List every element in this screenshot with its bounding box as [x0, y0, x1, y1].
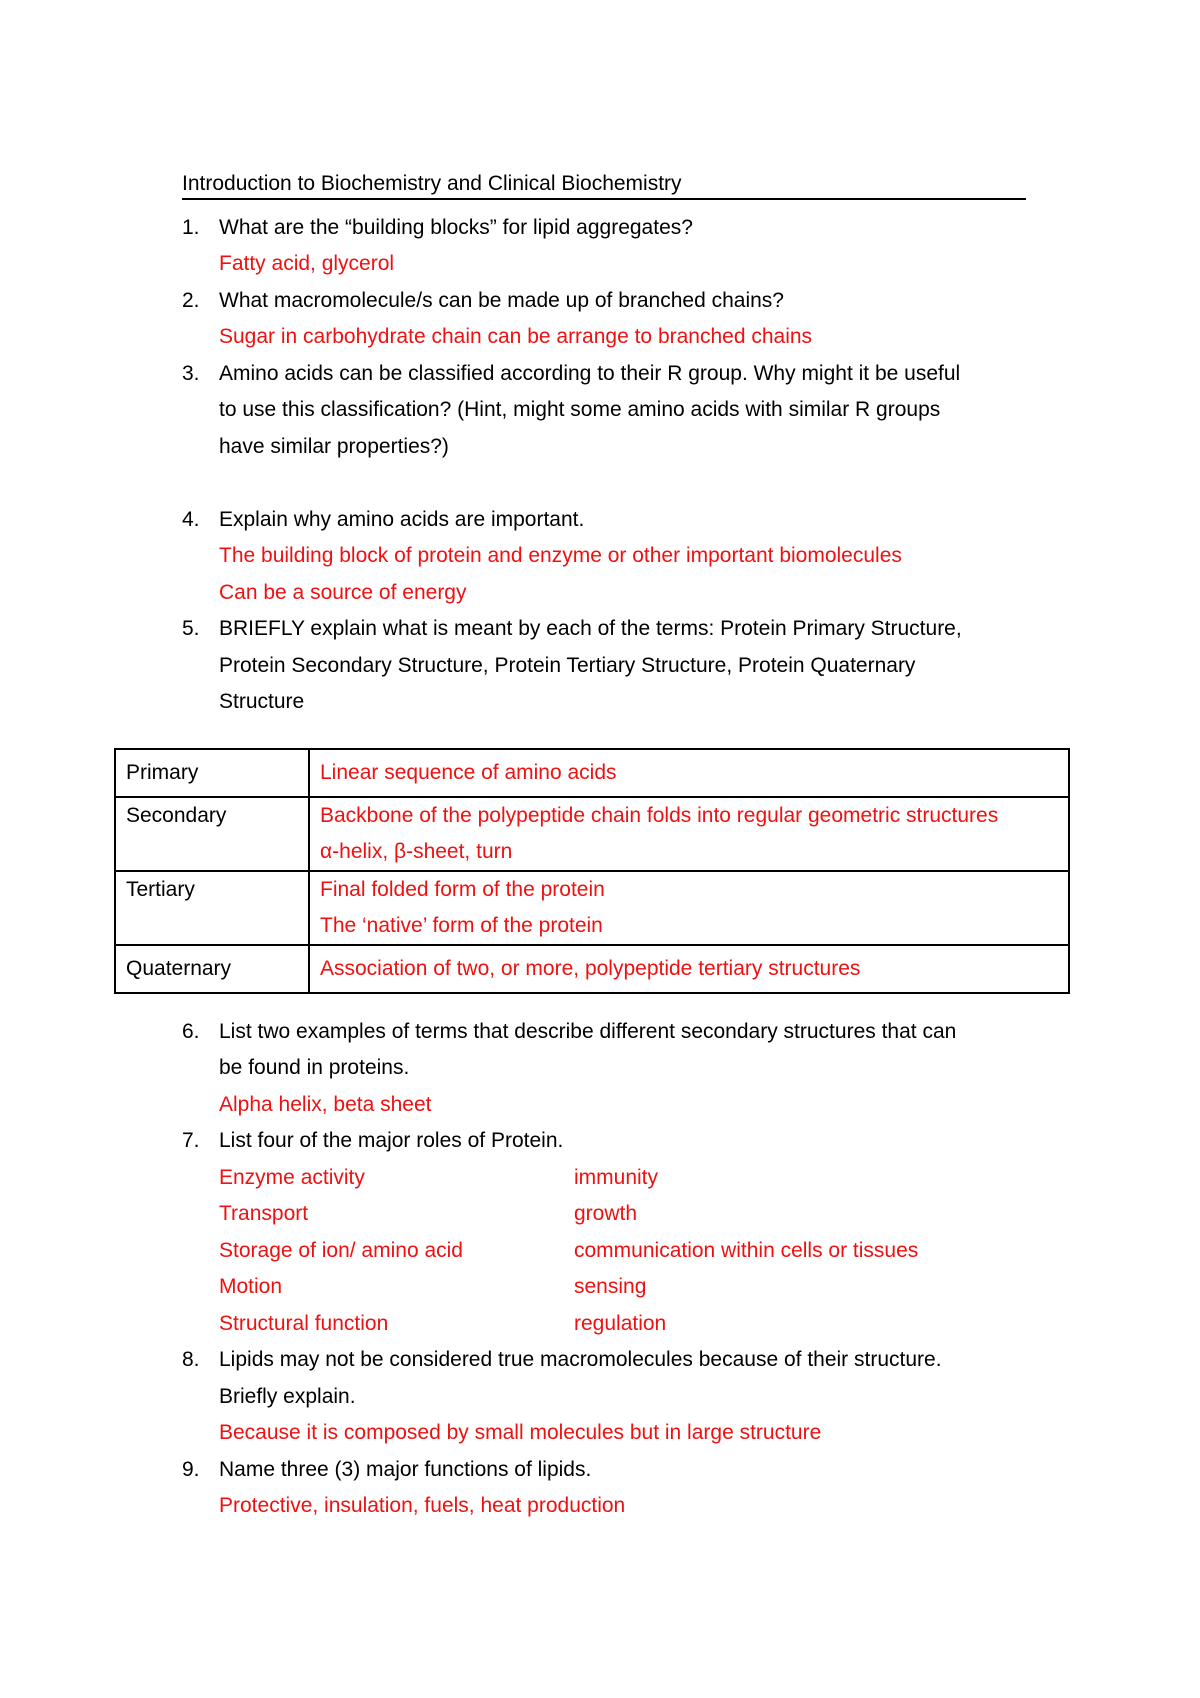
table-row	[115, 871, 1069, 945]
document-title: Introduction to Biochemistry and Clinical Biochemistry	[182, 170, 1026, 200]
structure-term: Secondary	[115, 797, 309, 871]
q6-question-line: be found in proteins.	[219, 1056, 410, 1079]
q7-number: 7.	[182, 1129, 200, 1152]
q9-question: Name three (3) major functions of lipids.	[219, 1458, 592, 1481]
structure-definition	[309, 797, 1069, 871]
q8-number: 8.	[182, 1348, 200, 1371]
table-row	[115, 797, 1069, 871]
definition-line: Final folded form of the protein	[320, 878, 605, 901]
table-row	[115, 945, 1069, 993]
q4-answer: Can be a source of energy	[219, 581, 467, 604]
q7-role-left: Transport	[219, 1202, 309, 1225]
structure-definition	[309, 945, 1069, 993]
q5-question-line: BRIEFLY explain what is meant by each of the terms: Protein Primary Structure,	[219, 617, 962, 640]
q4-number: 4.	[182, 508, 200, 531]
q5-question-line: Structure	[219, 690, 305, 713]
q6-number: 6.	[182, 1020, 200, 1043]
q3-question-line: Amino acids can be classified according to their R group. Why might it be useful	[219, 362, 961, 385]
q8-question-line: Lipids may not be considered true macromolecules because of their structure.	[219, 1348, 942, 1371]
q8-question-line: Briefly explain.	[219, 1385, 356, 1408]
structure-term: Quaternary	[115, 945, 309, 993]
structure-term: Tertiary	[115, 871, 309, 945]
q7-role-left: Enzyme activity	[219, 1166, 365, 1189]
definition-line: Association of two, or more, polypeptide tertiary structures	[320, 957, 861, 980]
q2-question: What macromolecule/s can be made up of branched chains?	[219, 289, 784, 312]
q1-answer: Fatty acid, glycerol	[219, 252, 395, 275]
q1-number: 1.	[182, 216, 200, 239]
q5-number: 5.	[182, 617, 200, 640]
q4-answer: The building block of protein and enzyme or other important biomolecules	[219, 544, 902, 567]
q1-question: What are the “building blocks” for lipid aggregates?	[219, 216, 693, 239]
structure-definition	[309, 871, 1069, 945]
q6-answer: Alpha helix, beta sheet	[219, 1093, 432, 1116]
q7-role-left: Structural function	[219, 1312, 389, 1335]
table-row	[115, 749, 1069, 797]
definition-line: The ‘native’ form of the protein	[320, 914, 603, 937]
q9-answer: Protective, insulation, fuels, heat production	[219, 1494, 626, 1517]
q7-role-right: sensing	[574, 1275, 647, 1298]
structure-definition	[309, 749, 1069, 797]
q2-number: 2.	[182, 289, 200, 312]
q8-answer: Because it is composed by small molecules but in large structure	[219, 1421, 822, 1444]
structure-term: Primary	[115, 749, 309, 797]
q7-role-right: communication within cells or tissues	[574, 1239, 919, 1262]
definition-line: Backbone of the polypeptide chain folds into regular geometric structures	[320, 804, 999, 827]
q7-role-right: immunity	[574, 1166, 659, 1189]
q3-question-line: have similar properties?)	[219, 435, 449, 458]
q3-number: 3.	[182, 362, 200, 385]
q7-role-right: growth	[574, 1202, 638, 1225]
definition-line: Linear sequence of amino acids	[320, 761, 617, 784]
q7-role-right: regulation	[574, 1312, 667, 1335]
q5-question-line: Protein Secondary Structure, Protein Tertiary Structure, Protein Quaternary	[219, 654, 916, 677]
q6-question-line: List two examples of terms that describe different secondary structures that can	[219, 1020, 957, 1043]
q7-role-left: Motion	[219, 1275, 283, 1298]
q3-question-line: to use this classification? (Hint, might some amino acids with similar R groups	[219, 398, 941, 421]
q4-question: Explain why amino acids are important.	[219, 508, 585, 531]
q9-number: 9.	[182, 1458, 200, 1481]
q2-answer: Sugar in carbohydrate chain can be arrange to branched chains	[219, 325, 813, 348]
q7-role-left: Storage of ion/ amino acid	[219, 1239, 463, 1262]
q7-question: List four of the major roles of Protein.	[219, 1129, 564, 1152]
definition-line: α-helix, β-sheet, turn	[320, 840, 513, 863]
protein-structure-table	[114, 748, 1070, 994]
